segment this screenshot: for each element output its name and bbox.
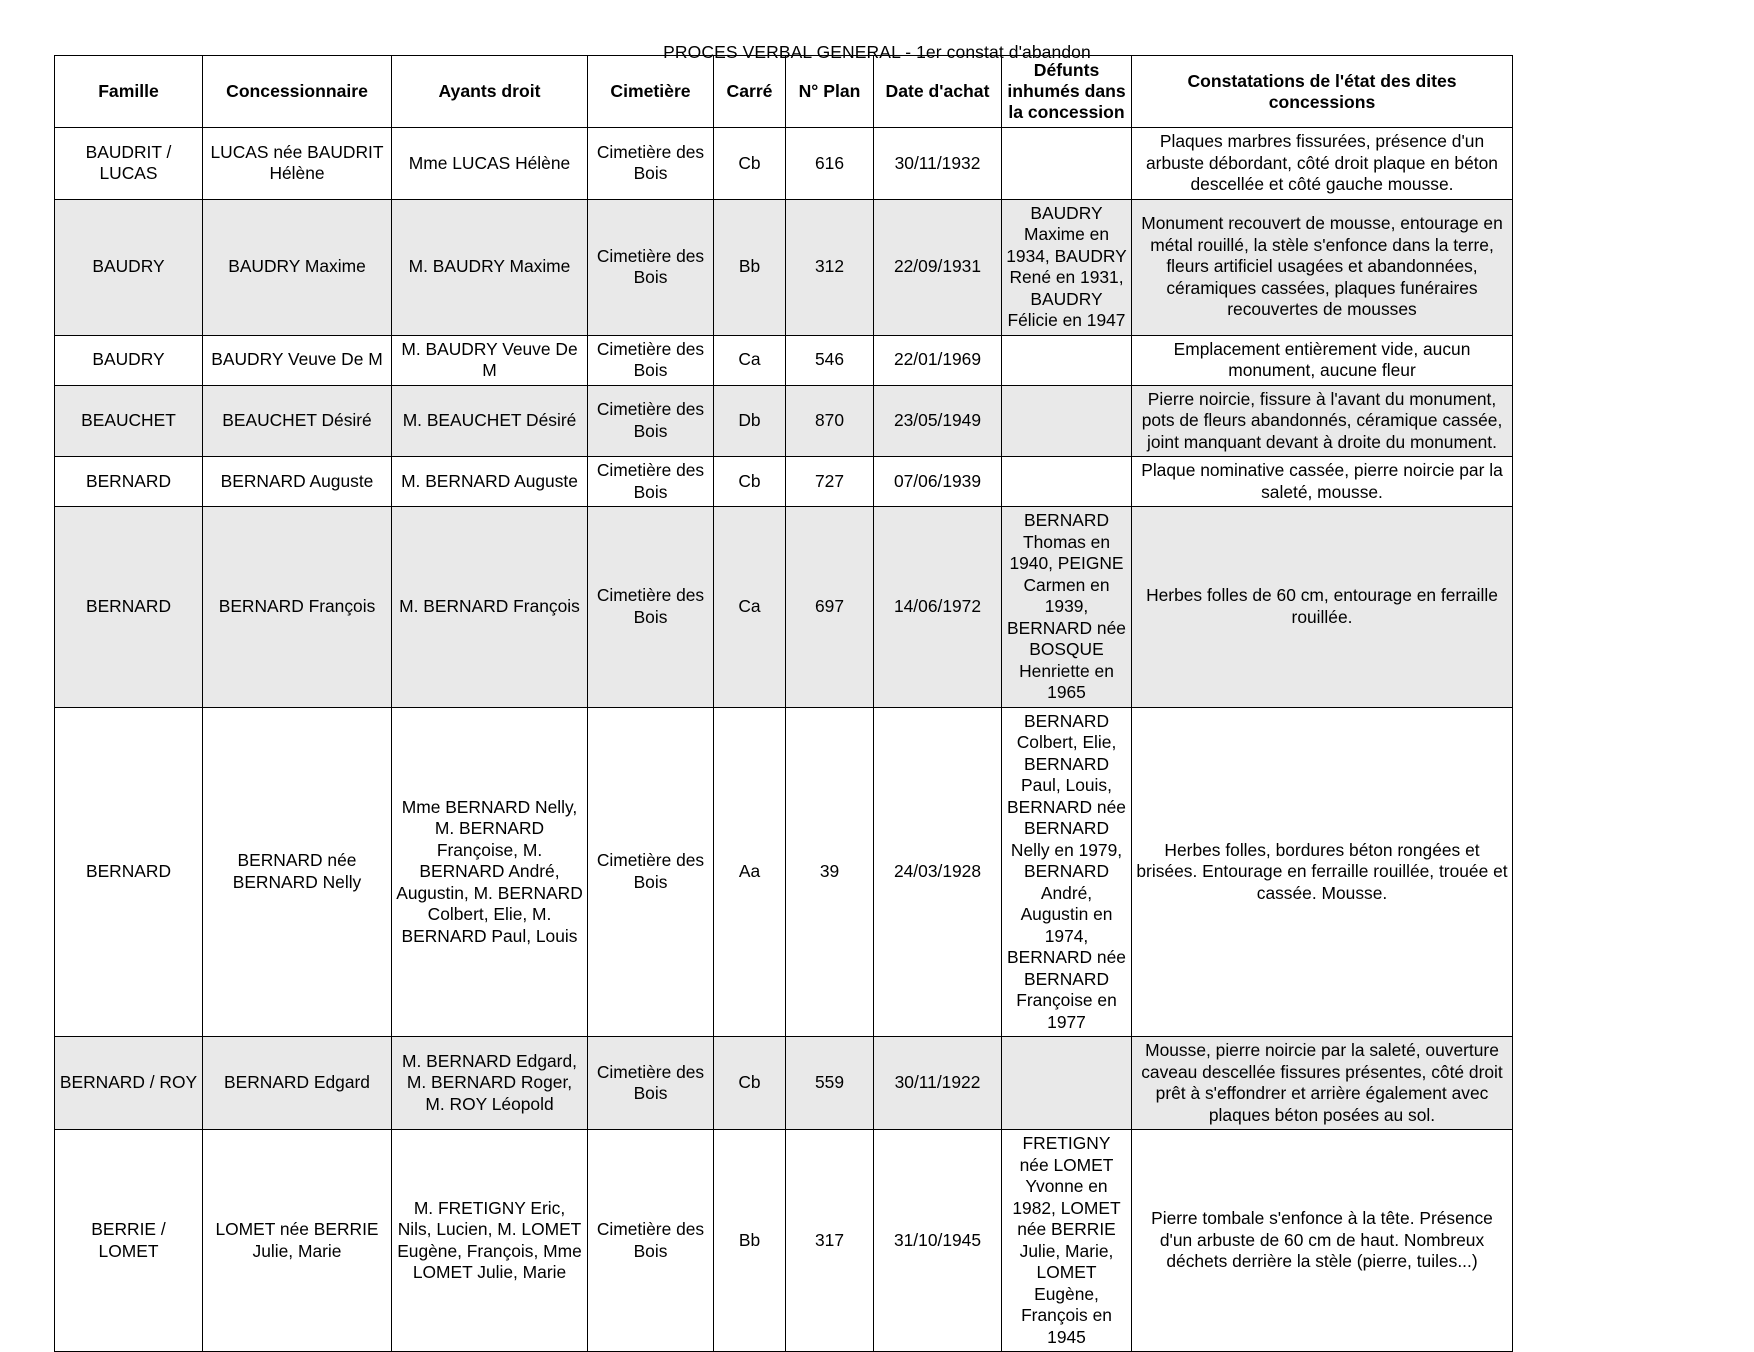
cell-cimetiere: Cimetière des Bois — [588, 457, 714, 507]
cell-concessionnaire: LUCAS née BAUDRIT Hélène — [203, 128, 392, 200]
cell-date-achat: 30/11/1922 — [874, 1037, 1002, 1130]
cell-cimetiere: Cimetière des Bois — [588, 707, 714, 1037]
cell-concessionnaire: BERNARD née BERNARD Nelly — [203, 707, 392, 1037]
concessions-table-container — [54, 55, 1512, 1352]
cell-date-achat: 22/01/1969 — [874, 335, 1002, 385]
cell-date-achat: 30/11/1932 — [874, 128, 1002, 200]
column-header-defunts: Défunts inhumés dans la concession — [1002, 56, 1132, 128]
cell-no-plan: 312 — [786, 199, 874, 335]
cell-no-plan: 727 — [786, 457, 874, 507]
table-row — [55, 128, 1513, 200]
table-row — [55, 199, 1513, 335]
cell-concessionnaire: LOMET née BERRIE Julie, Marie — [203, 1130, 392, 1352]
cell-carre: Bb — [714, 1130, 786, 1352]
column-header-cimetiere: Cimetière — [588, 56, 714, 128]
column-header-famille: Famille — [55, 56, 203, 128]
cell-date-achat: 14/06/1972 — [874, 507, 1002, 708]
cell-constatations: Pierre tombale s'enfonce à la tête. Présence d'un arbuste de 60 cm de haut. Nombreux déchets derrière la stèle (pierre, tuiles...) — [1132, 1130, 1513, 1352]
cell-defunts: BERNARD Colbert, Elie, BERNARD Paul, Louis, BERNARD née BERNARD Nelly en 1979, BERNARD André, Augustin en 1974, BERNARD née BERNARD Françoise en 1977 — [1002, 707, 1132, 1037]
cell-constatations: Monument recouvert de mousse, entourage en métal rouillé, la stèle s'enfonce dans la terre, fleurs artificiel usagées et abandonnées, céramiques cassées, plaques funéraires recouvertes de mousses — [1132, 199, 1513, 335]
cell-no-plan: 616 — [786, 128, 874, 200]
table-row — [55, 385, 1513, 457]
cell-defunts: BAUDRY Maxime en 1934, BAUDRY René en 1931, BAUDRY Félicie en 1947 — [1002, 199, 1132, 335]
cell-carre: Bb — [714, 199, 786, 335]
cell-ayants-droit: Mme LUCAS Hélène — [392, 128, 588, 200]
table-row — [55, 1037, 1513, 1130]
cell-ayants-droit: M. BERNARD Auguste — [392, 457, 588, 507]
cell-cimetiere: Cimetière des Bois — [588, 335, 714, 385]
cell-defunts: BERNARD Thomas en 1940, PEIGNE Carmen en 1939, BERNARD née BOSQUE Henriette en 1965 — [1002, 507, 1132, 708]
table-row — [55, 335, 1513, 385]
cell-cimetiere: Cimetière des Bois — [588, 385, 714, 457]
column-header-date-achat: Date d'achat — [874, 56, 1002, 128]
column-header-concessionnaire: Concessionnaire — [203, 56, 392, 128]
cell-famille: BEAUCHET — [55, 385, 203, 457]
cell-no-plan: 317 — [786, 1130, 874, 1352]
table-row — [55, 707, 1513, 1037]
cell-famille: BERNARD — [55, 457, 203, 507]
cell-constatations: Herbes folles, bordures béton rongées et brisées. Entourage en ferraille rouillée, trouée et cassée. Mousse. — [1132, 707, 1513, 1037]
cell-defunts — [1002, 128, 1132, 200]
cell-cimetiere: Cimetière des Bois — [588, 1037, 714, 1130]
cell-ayants-droit: M. FRETIGNY Eric, Nils, Lucien, M. LOMET Eugène, François, Mme LOMET Julie, Marie — [392, 1130, 588, 1352]
cell-famille: BERNARD — [55, 507, 203, 708]
cell-famille: BERRIE / LOMET — [55, 1130, 203, 1352]
cell-carre: Db — [714, 385, 786, 457]
cell-cimetiere: Cimetière des Bois — [588, 128, 714, 200]
cell-concessionnaire: BERNARD Edgard — [203, 1037, 392, 1130]
document-title: PROCES VERBAL GENERAL - 1er constat d'abandon — [663, 42, 1091, 62]
cell-concessionnaire: BAUDRY Veuve De M — [203, 335, 392, 385]
cell-ayants-droit: M. BAUDRY Veuve De M — [392, 335, 588, 385]
cell-date-achat: 31/10/1945 — [874, 1130, 1002, 1352]
cell-ayants-droit: M. BAUDRY Maxime — [392, 199, 588, 335]
cell-defunts — [1002, 385, 1132, 457]
cell-constatations: Plaque nominative cassée, pierre noircie par la saleté, mousse. — [1132, 457, 1513, 507]
cell-no-plan: 559 — [786, 1037, 874, 1130]
table-row — [55, 1130, 1513, 1352]
column-header-constatations: Constatations de l'état des dites concessions — [1132, 56, 1513, 128]
cell-cimetiere: Cimetière des Bois — [588, 1130, 714, 1352]
cell-no-plan: 546 — [786, 335, 874, 385]
cell-constatations: Emplacement entièrement vide, aucun monument, aucune fleur — [1132, 335, 1513, 385]
cell-famille: BERNARD — [55, 707, 203, 1037]
cell-cimetiere: Cimetière des Bois — [588, 507, 714, 708]
column-header-carre: Carré — [714, 56, 786, 128]
column-header-ayants-droit: Ayants droit — [392, 56, 588, 128]
cell-no-plan: 39 — [786, 707, 874, 1037]
cell-ayants-droit: Mme BERNARD Nelly, M. BERNARD Françoise, M. BERNARD André, Augustin, M. BERNARD Colbert, Elie, M. BERNARD Paul, Louis — [392, 707, 588, 1037]
table-body — [55, 128, 1513, 1352]
table-row — [55, 507, 1513, 708]
cell-date-achat: 07/06/1939 — [874, 457, 1002, 507]
cell-constatations: Herbes folles de 60 cm, entourage en ferraille rouillée. — [1132, 507, 1513, 708]
cell-ayants-droit: M. BEAUCHET Désiré — [392, 385, 588, 457]
cell-date-achat: 22/09/1931 — [874, 199, 1002, 335]
cell-concessionnaire: BERNARD François — [203, 507, 392, 708]
cell-date-achat: 23/05/1949 — [874, 385, 1002, 457]
concessions-table — [54, 55, 1513, 1352]
cell-ayants-droit: M. BERNARD Edgard, M. BERNARD Roger, M. ROY Léopold — [392, 1037, 588, 1130]
cell-famille: BAUDRY — [55, 199, 203, 335]
cell-famille: BAUDRY — [55, 335, 203, 385]
cell-carre: Cb — [714, 457, 786, 507]
cell-defunts: FRETIGNY née LOMET Yvonne en 1982, LOMET née BERRIE Julie, Marie, LOMET Eugène, François en 1945 — [1002, 1130, 1132, 1352]
cell-carre: Ca — [714, 507, 786, 708]
cell-date-achat: 24/03/1928 — [874, 707, 1002, 1037]
cell-defunts — [1002, 335, 1132, 385]
cell-carre: Cb — [714, 1037, 786, 1130]
table-row — [55, 457, 1513, 507]
cell-cimetiere: Cimetière des Bois — [588, 199, 714, 335]
cell-no-plan: 697 — [786, 507, 874, 708]
cell-constatations: Pierre noircie, fissure à l'avant du monument, pots de fleurs abandonnés, céramique cassée, joint manquant devant à droite du monument. — [1132, 385, 1513, 457]
cell-ayants-droit: M. BERNARD François — [392, 507, 588, 708]
cell-famille: BAUDRIT / LUCAS — [55, 128, 203, 200]
cell-concessionnaire: BERNARD Auguste — [203, 457, 392, 507]
cell-constatations: Plaques marbres fissurées, présence d'un arbuste débordant, côté droit plaque en béton descellée et côté gauche mousse. — [1132, 128, 1513, 200]
column-header-no-plan: N° Plan — [786, 56, 874, 128]
cell-famille: BERNARD / ROY — [55, 1037, 203, 1130]
cell-no-plan: 870 — [786, 385, 874, 457]
cell-carre: Cb — [714, 128, 786, 200]
cell-constatations: Mousse, pierre noircie par la saleté, ouverture caveau descellée fissures présentes, côté droit prêt à s'effondrer et arrière également avec plaques béton posées au sol. — [1132, 1037, 1513, 1130]
table-header-row — [55, 56, 1513, 128]
cell-concessionnaire: BAUDRY Maxime — [203, 199, 392, 335]
cell-defunts — [1002, 457, 1132, 507]
cell-defunts — [1002, 1037, 1132, 1130]
cell-carre: Aa — [714, 707, 786, 1037]
cell-carre: Ca — [714, 335, 786, 385]
cell-concessionnaire: BEAUCHET Désiré — [203, 385, 392, 457]
